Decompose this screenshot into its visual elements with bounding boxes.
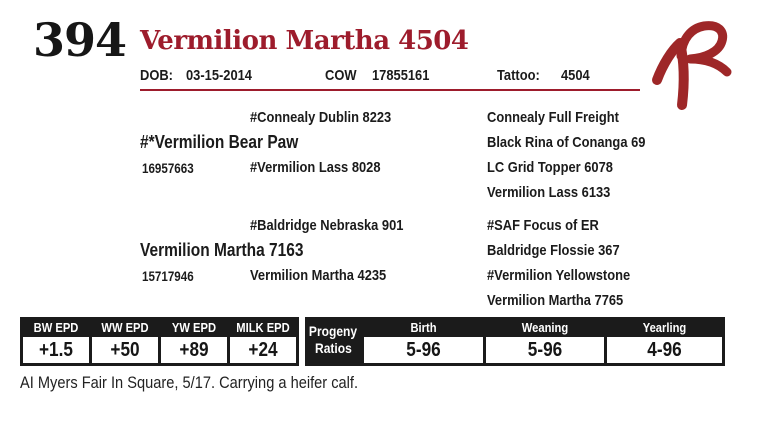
dam-reg-number: 15717946 [142, 269, 194, 284]
dam-dam: Vermilion Martha 4235 [250, 267, 387, 284]
epd-header-bw: BW EPD [33, 320, 79, 335]
sire-dam: #Vermilion Lass 8028 [250, 159, 381, 176]
sire-sire: #Connealy Dublin 8223 [250, 109, 392, 126]
epd-header-yw: YW EPD [171, 320, 217, 335]
epd-value-milk: +24 [230, 337, 296, 363]
ranch-brand-logo [648, 16, 766, 116]
progeny-header-weaning: Weaning [521, 320, 569, 335]
epd-value-yw: +89 [161, 337, 227, 363]
progeny-ratios-table [305, 317, 725, 366]
tattoo-value: 4504 [561, 67, 590, 84]
sire-name: #*Vermilion Bear Paw [140, 132, 299, 152]
epd-header-milk: MILK EPD [236, 320, 290, 335]
dam-ancestor-3: #Vermilion Yellowstone [487, 267, 631, 284]
dam-sire: #Baldridge Nebraska 901 [250, 217, 404, 234]
dob-label: DOB: [140, 67, 173, 84]
lot-number: 394 [33, 13, 127, 67]
progeny-value-birth: 5-96 [364, 337, 483, 363]
sire-ancestor-4: Vermilion Lass 6133 [487, 184, 611, 201]
progeny-header-yearling: Yearling [642, 320, 687, 335]
epd-value-bw: +1.5 [23, 337, 89, 363]
progeny-value-yearling: 4-96 [607, 337, 722, 363]
dam-ancestor-4: Vermilion Martha 7765 [487, 292, 624, 309]
epd-value-ww: +50 [92, 337, 158, 363]
sire-ancestor-3: LC Grid Topper 6078 [487, 159, 613, 176]
dob-value: 03-15-2014 [186, 67, 252, 84]
animal-name: Vermilion Martha 4504 [140, 26, 469, 56]
breeding-note: AI Myers Fair In Square, 5/17. Carrying a heifer calf. [20, 373, 359, 392]
sire-ancestor-1: Connealy Full Freight [487, 109, 619, 126]
dam-ancestor-2: Baldridge Flossie 367 [487, 242, 620, 259]
epd-header-ww: WW EPD [101, 320, 149, 335]
progeny-ratios-label: Progeny Ratios [308, 323, 358, 356]
sire-reg-number: 16957663 [142, 161, 194, 176]
epd-table [20, 317, 299, 366]
progeny-header-birth: Birth [410, 320, 437, 335]
tattoo-label: Tattoo: [497, 67, 540, 84]
sex-label: COW [325, 67, 357, 84]
sire-ancestor-2: Black Rina of Conanga 69 [487, 134, 646, 151]
registration-number: 17855161 [372, 67, 430, 84]
progeny-value-weaning: 5-96 [486, 337, 604, 363]
header-divider [140, 89, 640, 91]
dam-ancestor-1: #SAF Focus of ER [487, 217, 599, 234]
dam-name: Vermilion Martha 7163 [140, 240, 304, 260]
